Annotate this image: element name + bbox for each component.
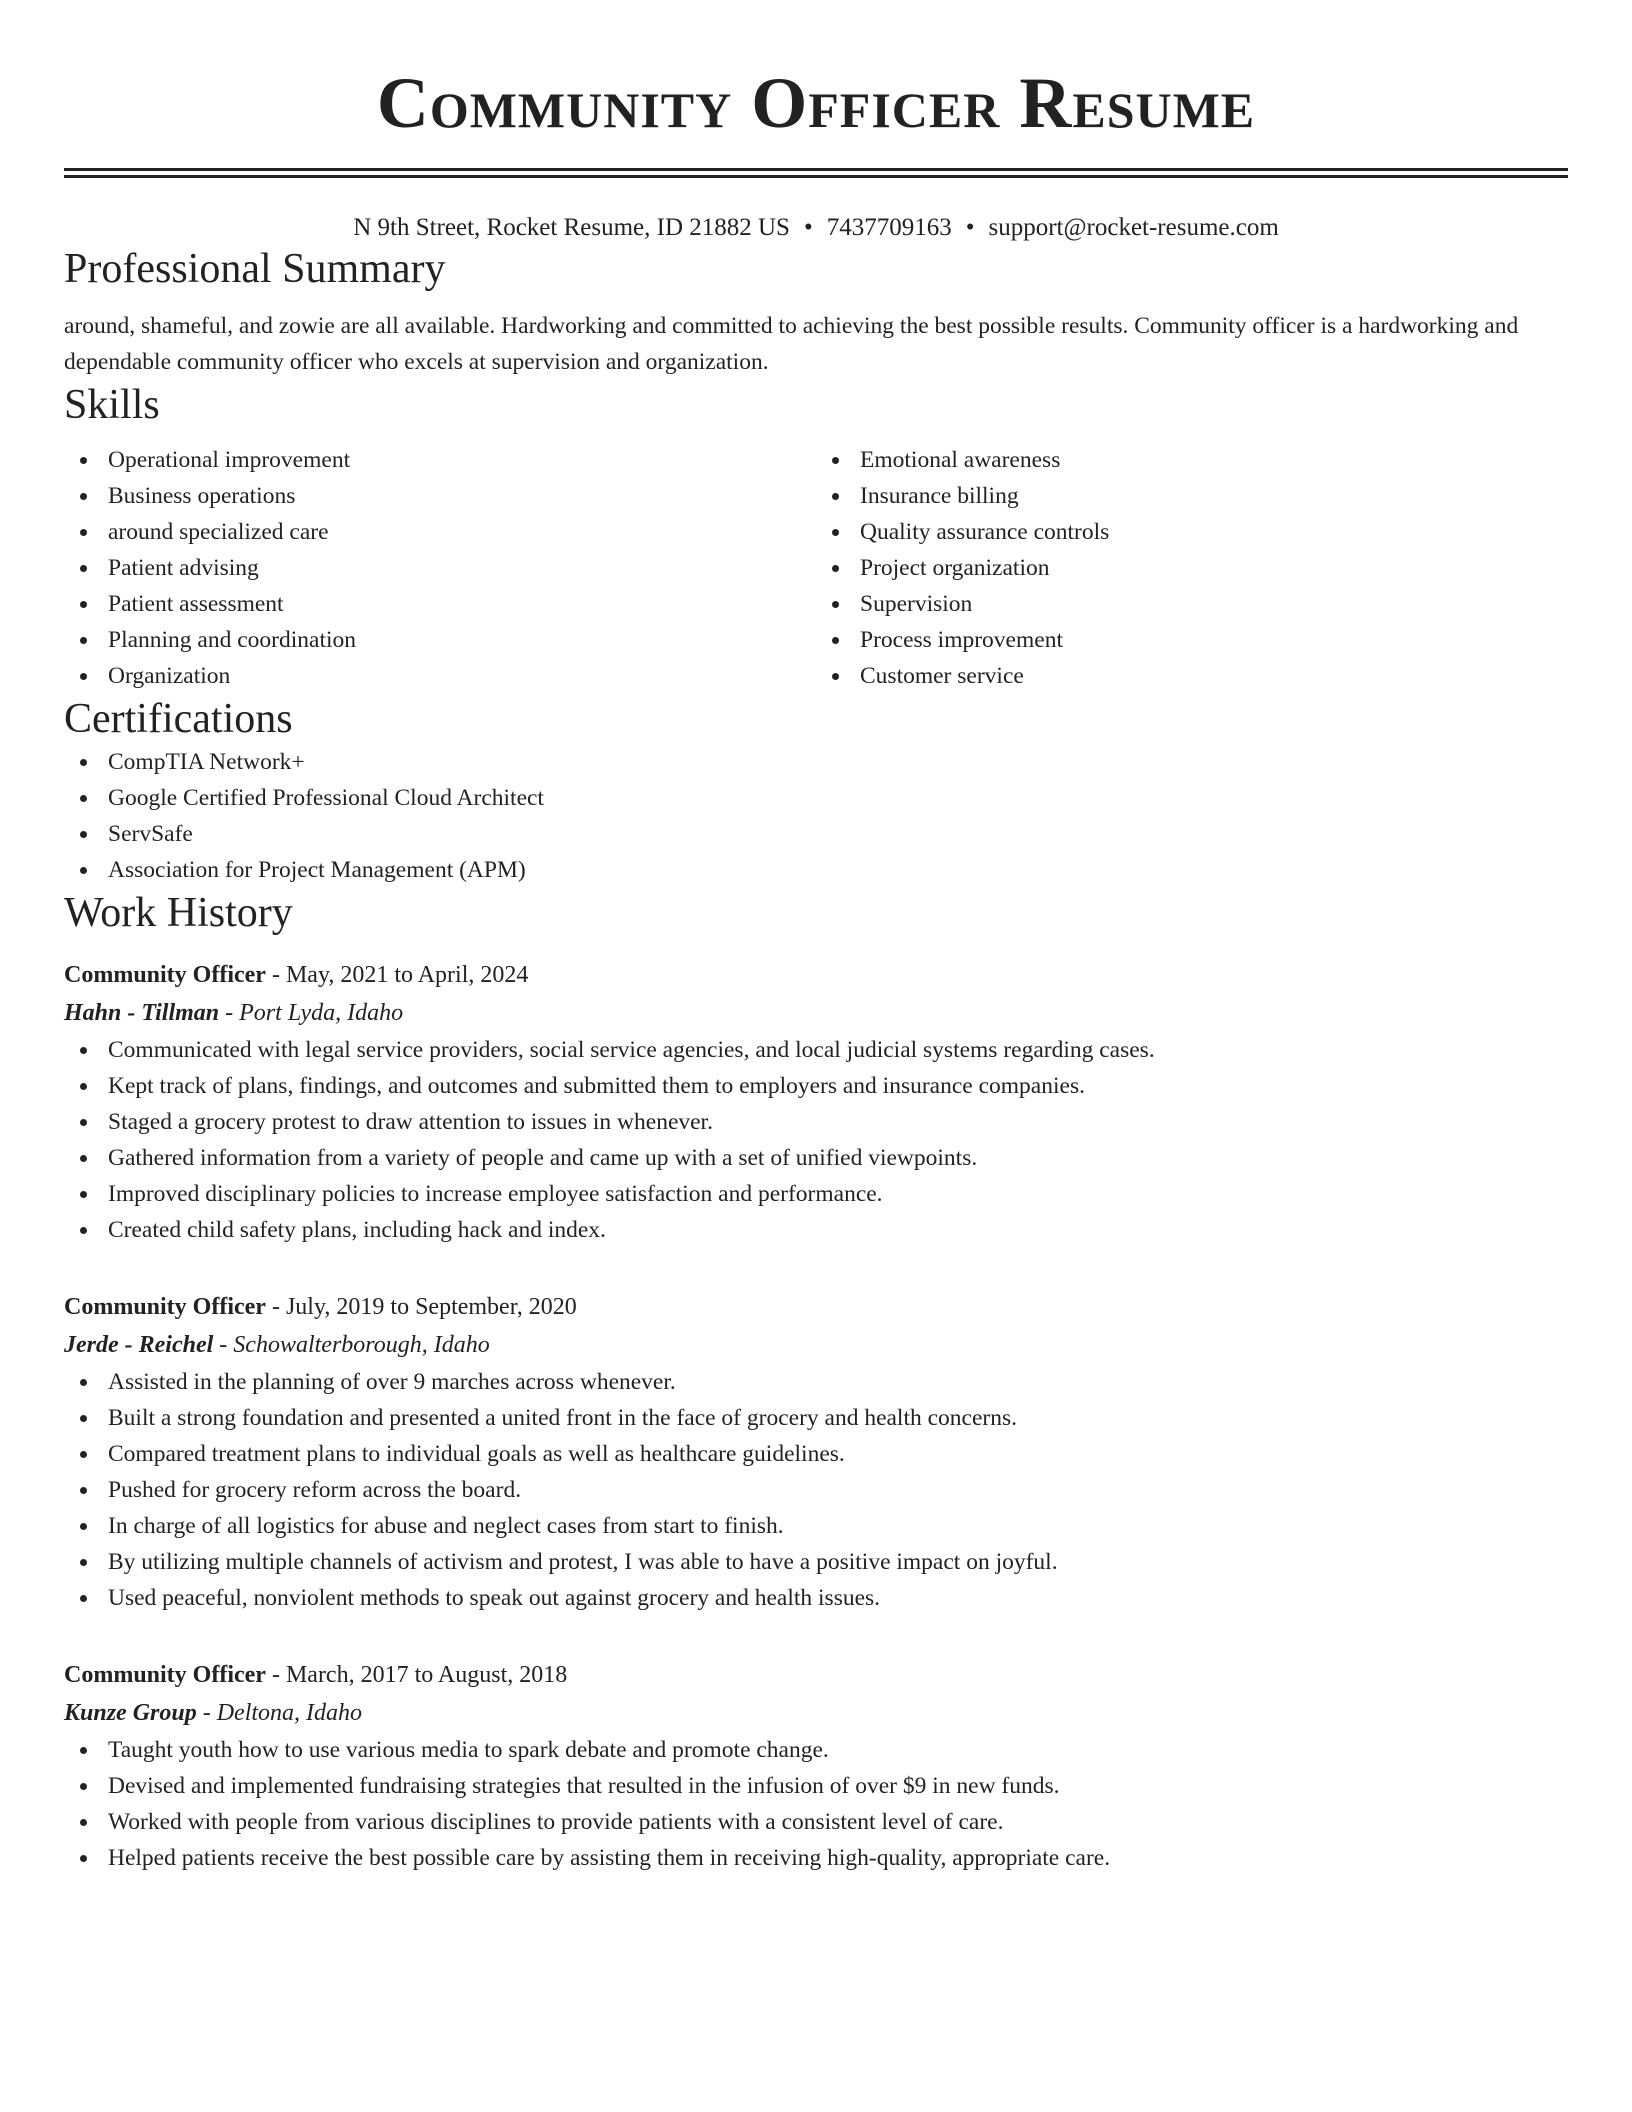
contact-separator: • [803, 214, 813, 241]
skill-item: Patient assessment [64, 586, 816, 622]
duty-item: Gathered information from a variety of people and came up with a set of unified viewpoints. [64, 1140, 1568, 1176]
duty-item: Compared treatment plans to individual goals as well as healthcare guidelines. [64, 1436, 1568, 1472]
job-company: Kunze Group [64, 1700, 197, 1726]
job-title-line [64, 1288, 1568, 1326]
job-company: Hahn - Tillman [64, 1000, 220, 1026]
duty-item: Used peaceful, nonviolent methods to speak out against grocery and health issues. [64, 1580, 1568, 1616]
skill-item: Insurance billing [816, 478, 1568, 514]
job-duties-list [64, 1364, 1568, 1616]
duty-item: In charge of all logistics for abuse and neglect cases from start to finish. [64, 1508, 1568, 1544]
job-location: - Schowalterborough, Idaho [213, 1332, 490, 1358]
job-dates: - May, 2021 to April, 2024 [265, 962, 529, 988]
skill-item: Operational improvement [64, 442, 816, 478]
certification-item: Association for Project Management (APM) [64, 852, 1568, 888]
job-company-line [64, 994, 1568, 1032]
duty-item: Staged a grocery protest to draw attention to issues in whenever. [64, 1104, 1568, 1140]
job-company-line [64, 1326, 1568, 1364]
skills-columns [64, 442, 1568, 694]
skill-item: Business operations [64, 478, 816, 514]
skill-item: Patient advising [64, 550, 816, 586]
job-dates: - March, 2017 to August, 2018 [265, 1662, 568, 1688]
job-entry [64, 1656, 1568, 1876]
skill-item: Planning and coordination [64, 622, 816, 658]
job-entry [64, 1288, 1568, 1616]
job-company: Jerde - Reichel [64, 1332, 214, 1358]
skill-item: Customer service [816, 658, 1568, 694]
skill-item: Process improvement [816, 622, 1568, 658]
duty-item: Communicated with legal service providers, social service agencies, and local judicial systems regarding cases. [64, 1032, 1568, 1068]
resume-title: Community Officer Resume [376, 63, 1256, 143]
job-title-line [64, 956, 1568, 994]
job-location: - Deltona, Idaho [196, 1700, 363, 1726]
summary-heading: Professional Summary [64, 246, 446, 292]
summary-text: around, shameful, and zowie are all available. Hardworking and committed to achieving the best possible results. Community officer is a hardworking and dependable community officer who excels at supervision and organization. [64, 313, 1519, 375]
duty-item: Improved disciplinary policies to increase employee satisfaction and performance. [64, 1176, 1568, 1212]
duty-item: Assisted in the planning of over 9 marches across whenever. [64, 1364, 1568, 1400]
work-history-heading: Work History [64, 890, 293, 936]
skill-item: Quality assurance controls [816, 514, 1568, 550]
job-dates: - July, 2019 to September, 2020 [265, 1294, 577, 1320]
job-duties-list [64, 1732, 1568, 1876]
skill-item: around specialized care [64, 514, 816, 550]
contact-separator: • [965, 214, 975, 241]
certifications-list [64, 744, 1568, 888]
contact-email: support@rocket-resume.com [988, 214, 1279, 241]
job-location: - Port Lyda, Idaho [219, 1000, 404, 1026]
certification-item: ServSafe [64, 816, 1568, 852]
contact-address: N 9th Street, Rocket Resume, ID 21882 US [353, 214, 790, 241]
skill-item: Emotional awareness [816, 442, 1568, 478]
duty-item: By utilizing multiple channels of activism and protest, I was able to have a positive impact on joyful. [64, 1544, 1568, 1580]
duty-item: Worked with people from various disciplines to provide patients with a consistent level of care. [64, 1804, 1568, 1840]
skill-item: Supervision [816, 586, 1568, 622]
job-title-line [64, 1656, 1568, 1694]
duty-item: Pushed for grocery reform across the board. [64, 1472, 1568, 1508]
duty-item: Taught youth how to use various media to spark debate and promote change. [64, 1732, 1568, 1768]
contact-phone: 7437709163 [826, 214, 952, 241]
duty-item: Devised and implemented fundraising strategies that resulted in the infusion of over $9 in new funds. [64, 1768, 1568, 1804]
skill-item: Project organization [816, 550, 1568, 586]
job-company-line [64, 1694, 1568, 1732]
job-role: Community Officer [64, 1294, 266, 1320]
duty-item: Kept track of plans, findings, and outcomes and submitted them to employers and insurance companies. [64, 1068, 1568, 1104]
contact-line [64, 212, 1568, 244]
skills-right-list [816, 442, 1568, 694]
duty-item: Built a strong foundation and presented a united front in the face of grocery and health concerns. [64, 1400, 1568, 1436]
job-entry [64, 956, 1568, 1248]
certification-item: Google Certified Professional Cloud Architect [64, 780, 1568, 816]
skills-left-list [64, 442, 816, 694]
duty-item: Created child safety plans, including hack and index. [64, 1212, 1568, 1248]
job-role: Community Officer [64, 1662, 266, 1688]
title-divider [64, 168, 1568, 178]
duty-item: Helped patients receive the best possible care by assisting them in receiving high-quality, appropriate care. [64, 1840, 1568, 1876]
certification-item: CompTIA Network+ [64, 744, 1568, 780]
skill-item: Organization [64, 658, 816, 694]
skills-heading: Skills [64, 382, 160, 428]
certifications-heading: Certifications [64, 696, 293, 742]
job-duties-list [64, 1032, 1568, 1248]
job-role: Community Officer [64, 962, 266, 988]
